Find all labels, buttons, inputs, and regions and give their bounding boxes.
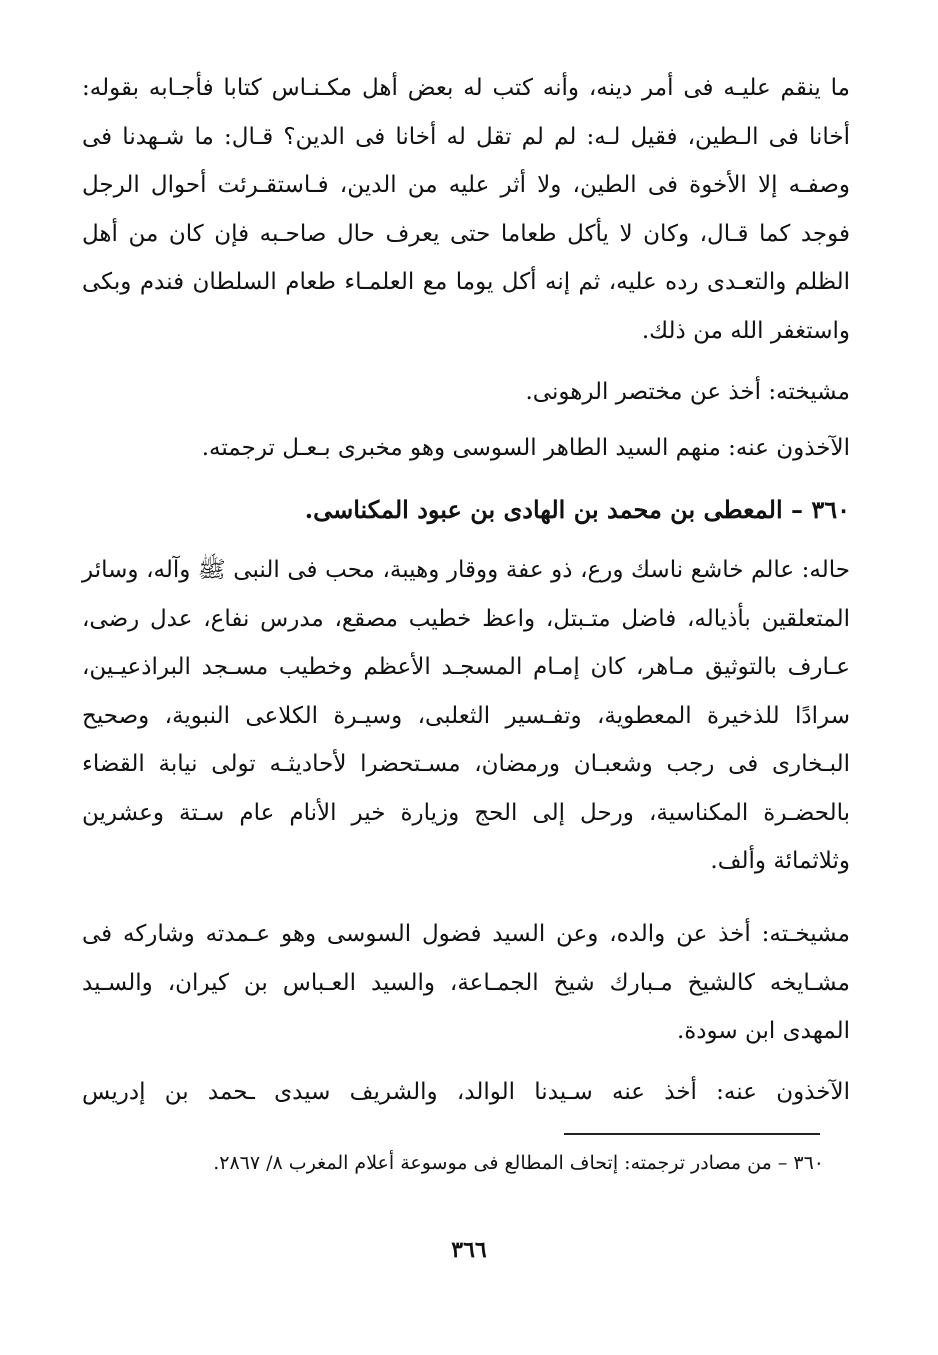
- body-paragraph-condition: [82, 546, 850, 886]
- footnote-divider: [564, 1133, 820, 1135]
- paragraph-text: مشيخته: أخذ عن مختصر الرهونى.: [525, 379, 850, 405]
- body-paragraph-students: [82, 424, 850, 473]
- body-paragraph-teachers-2: [82, 910, 850, 1056]
- paragraph-text: الآخذون عنه: أخذ عنه سـيدنا الوالد، والشريف سيدى ـحمد بن إدريس: [82, 1079, 850, 1105]
- paragraph-text: الآخذون عنه: منهم السيد الطاهر السوسى وهو مخبرى بـعـل ترجمته.: [201, 435, 850, 461]
- footnote: ٣٦٠ – من مصادر ترجمته: إتحاف المطالع فى موسوعة أعلام المغرب ٨/ ٢٨٦٧.: [213, 1152, 824, 1174]
- body-paragraph-teachers: [82, 368, 850, 417]
- body-paragraph-ending-biography: [82, 64, 850, 355]
- paragraph-text: مشيخـته: أخذ عن والده، وعن السيد فضول السوسى وهو عـمدته وشاركه فى مشـايخه كالشيخ مـبارك شيخ الجمـاعة، والسيد العـباس بن كيران، والسـيد المهدى ابن سودة.: [82, 921, 850, 1044]
- paragraph-text: حاله: عالم خاشع ناسك ورع، ذو عفة ووقار وهيبة، محب فى النبى ﷺ وآله، وسائر المتعلقين بأذياله، فاضل متـبتل، واعظ خطيب مصقع، مدرس نفاع، عدل رضى، عـارف بالتوثيق مـاهر، كان إمـام المسجـد الأعظم وخطيب مسـجد البراذعيـين، سرادًا للذخيرة المعطوية، وتفـسير الثعلبى، وسيـرة الكلاعى النبوية، وصحيح البـخارى فى رجب وشعبـان ورمضان، مسـتحضرا لأحاديثـه تولى نيابة القضاء بالحضـرة المكناسية، ورحل إلى الحج وزيارة خير الأنام عام سـتة وعشرين وثلاثمائة وألف.: [82, 557, 850, 874]
- paragraph-text: ما ينقم عليـه فى أمر دينه، وأنه كتب له بعض أهل مكـنـاس كتابا فأجـابه بقوله: أخانا فى الـطين، فقيل لـه: لم لم تقل له أخانا فى الدين؟ قـال: ما شـهدنا فى وصفـه إلا الأخوة فى الطين، ولا أثر عليه من الدين، فـاستقـرئت أحوال الرجل فوجد كما قـال، وكان لا يأكل طعاما حتى يعرف حال صاحـبه فإن كان من أهل الظلم والتعـدى رده عليه، ثم إنه أكل يوما مع العلمـاء طعام السلطان فندم وبكى واستغفر الله من ذلك.: [82, 75, 851, 344]
- entry-heading-text: ٣٦٠ – المعطى بن محمد بن الهادى بن عبود المكناسى.: [304, 495, 850, 524]
- body-paragraph-students-2: [82, 1068, 850, 1117]
- page-number: ٣٦٦: [451, 1237, 487, 1263]
- entry-heading: [82, 486, 850, 535]
